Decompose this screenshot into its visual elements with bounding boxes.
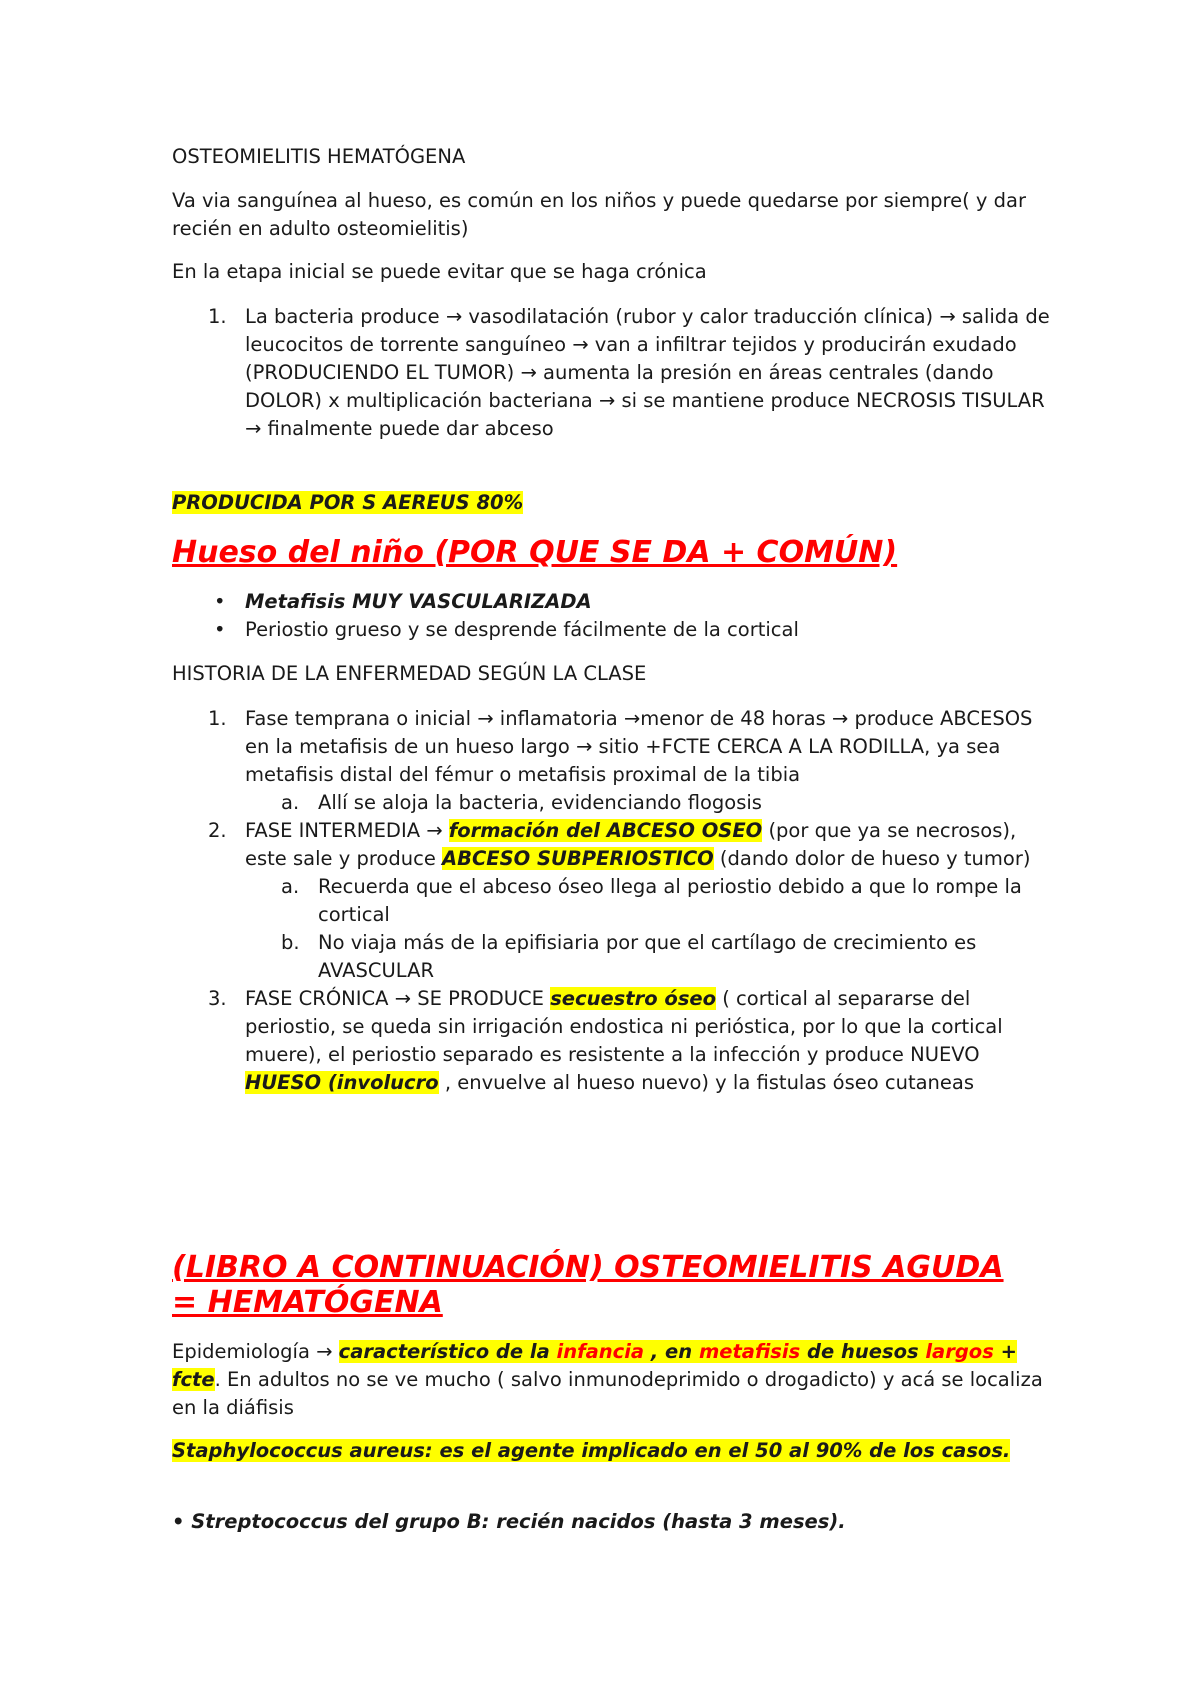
- list-item-text-part: ( cortical al separarse del periostio, se queda sin irrigación endostica ni perióstica, por lo que la cortical muere), el periostio separado es resistente a la infección y produce NUEVO: [245, 987, 1003, 1066]
- sub-list-item: [172, 929, 1052, 985]
- infancia-highlight: infancia: [556, 1340, 645, 1363]
- produced-by-highlight: PRODUCIDA POR S AEREUS 80%: [172, 491, 524, 514]
- epidemiology-highlight: característico de la: [338, 1340, 557, 1363]
- epidemiology-label: Epidemiología →: [172, 1340, 339, 1363]
- list-item-text: Fase temprana o inicial → inflamatoria →menor de 48 horas → produce ABCESOS en la metafisis de un hueso largo → sitio +FCTE CERCA A LA RODILLA, ya sea metafisis distal del fémur o metafisis proximal de la tibia: [245, 707, 1033, 786]
- list-item-text-part: FASE CRÓNICA → SE PRODUCE: [245, 987, 551, 1010]
- sub-list-item: [172, 873, 1052, 929]
- epidemiology-highlight: de huesos: [800, 1340, 926, 1363]
- list-item: [172, 817, 1052, 873]
- staph-note: [172, 1437, 1052, 1465]
- metafisis-highlight: metafisis: [698, 1340, 801, 1363]
- sub-list-item-text: Recuerda que el abceso óseo llega al periostio debido a que lo rompe la cortical: [318, 875, 1022, 926]
- sub-list-item-text: No viaja más de la epifisiaria por que el cartílago de crecimiento es AVASCULAR: [318, 931, 977, 982]
- strep-note: • Streptococcus del grupo B: recién nacidos (hasta 3 meses).: [172, 1510, 846, 1533]
- epidemiology-highlight: , en: [644, 1340, 699, 1363]
- intro-paragraph: Va via sanguínea al hueso, es común en los niños y puede quedarse por siempre( y dar recién en adulto osteomielitis): [172, 189, 1027, 240]
- involucro-highlight: HUESO (involucro: [245, 1071, 439, 1094]
- sub-list-letter: a.: [281, 875, 300, 898]
- list-number: 2.: [208, 819, 227, 842]
- document-title: OSTEOMIELITIS HEMATÓGENA: [172, 145, 466, 168]
- sub-list-item: [172, 789, 1052, 817]
- list-number: 1.: [208, 305, 227, 328]
- pathogenesis-list: [172, 303, 1052, 443]
- sub-list-letter: b.: [281, 931, 300, 954]
- largos-highlight: largos: [925, 1340, 994, 1363]
- history-list: [172, 705, 1052, 1097]
- child-bone-bullets: [172, 588, 1052, 644]
- list-item: [172, 985, 1052, 1097]
- list-item-text-part: (dando dolor de hueso y tumor): [713, 847, 1031, 870]
- sub-list-letter: a.: [281, 791, 300, 814]
- abceso-oseo-highlight: formación del ABCESO OSEO: [448, 819, 763, 842]
- history-heading: HISTORIA DE LA ENFERMEDAD SEGÚN LA CLASE: [172, 662, 647, 685]
- list-number: 3.: [208, 987, 227, 1010]
- initial-stage-paragraph: En la etapa inicial se puede evitar que se haga crónica: [172, 260, 707, 283]
- epidemiology-highlight: + fcte: [172, 1340, 1017, 1391]
- epidemiology-paragraph: [172, 1338, 1052, 1422]
- bullet-text: Periostio grueso y se desprende fácilmente de la cortical: [245, 618, 799, 641]
- list-number: 1.: [208, 707, 227, 730]
- secuestro-oseo-highlight: secuestro óseo: [550, 987, 717, 1010]
- sub-list-item-text: Allí se aloja la bacteria, evidenciando flogosis: [318, 791, 762, 814]
- produced-by-note: [172, 489, 1052, 517]
- bullet-icon: •: [214, 590, 226, 613]
- abceso-subperiostico-highlight: ABCESO SUBPERIOSTICO: [442, 847, 714, 870]
- list-item-text-part: (por que ya se necrosos), este sale y produce: [245, 819, 1017, 870]
- list-item: [172, 705, 1052, 789]
- epidemiology-text: . En adultos no se ve mucho ( salvo inmunodeprimido o drogadicto) y acá se localiza en la diáfisis: [172, 1368, 1043, 1419]
- book-heading: (LIBRO A CONTINUACIÓN) OSTEOMIELITIS AGUDA = HEMATÓGENA: [172, 1250, 1004, 1320]
- list-item-text: La bacteria produce → vasodilatación (rubor y calor traducción clínica) → salida de leucocitos de torrente sanguíneo → van a infiltrar tejidos y producirán exudado (PRODUCIENDO EL TUMOR) → aumenta la presión en áreas centrales (dando DOLOR) x multiplicación bacteriana → si se mantiene produce NECROSIS TISULAR → finalmente puede dar abceso: [245, 305, 1050, 440]
- bullet-text: Metafisis MUY VASCULARIZADA: [245, 590, 592, 613]
- list-item-text-part: , envuelve al hueso nuevo) y la fistulas óseo cutaneas: [438, 1071, 975, 1094]
- list-item: [172, 303, 1052, 443]
- child-bone-heading: Hueso del niño (POR QUE SE DA + COMÚN): [172, 535, 898, 570]
- list-item: [172, 588, 1052, 616]
- list-item-text-part: FASE INTERMEDIA →: [245, 819, 449, 842]
- list-item: [172, 616, 1052, 644]
- staph-highlight: Staphylococcus aureus: es el agente implicado en el 50 al 90% de los casos.: [172, 1439, 1011, 1462]
- bullet-icon: •: [214, 618, 226, 641]
